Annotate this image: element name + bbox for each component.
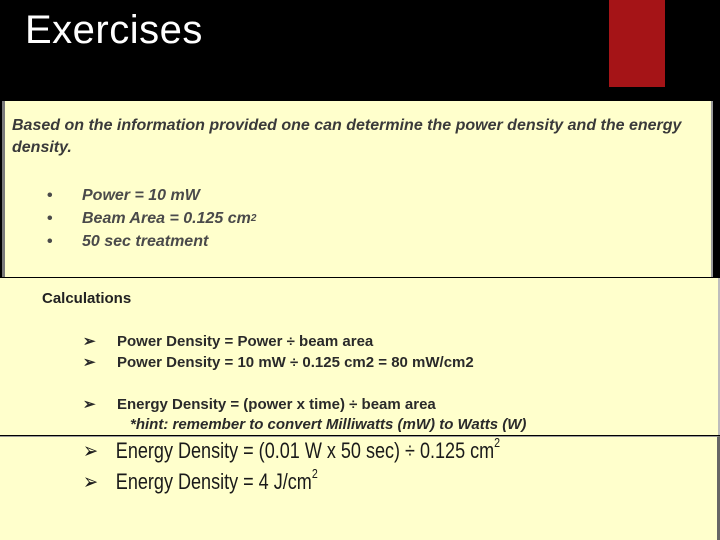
list-item [83, 353, 474, 371]
energy-density-calculation: Energy Density = (0.01 W x 50 sec) ÷ 0.125 cm [115, 438, 495, 463]
given-beam-area: Beam Area = 0.125 cm [82, 209, 251, 227]
slide-title: Exercises [25, 8, 203, 52]
list-item: • Beam Area = 0.125 cm 2 [47, 209, 257, 227]
energy-density-result: Energy Density = 4 J/cm [115, 469, 312, 494]
bullet-icon: • [47, 232, 53, 250]
arrow-bullet-icon: ➢ [83, 469, 99, 494]
power-density-formula: Power Density = Power ÷ beam area [117, 332, 374, 350]
calculations-heading: Calculations [42, 290, 132, 307]
list-item [47, 230, 256, 253]
list-item [83, 395, 436, 413]
list-item [83, 332, 373, 350]
arrow-bullet-icon: ➢ [83, 438, 99, 463]
list-item [47, 184, 256, 207]
list-item: ➢ Energy Density = (0.01 W x 50 sec) ÷ 0.125 cm $^2$ [83, 435, 501, 463]
energy-density-formula: Energy Density = (power x time) ÷ beam area [117, 395, 436, 413]
given-power: Power = 10 mW [82, 186, 200, 204]
given-values-list [47, 184, 256, 253]
given-treatment-time: 50 sec treatment [82, 232, 209, 250]
arrow-bullet-icon: ➢ [83, 396, 96, 413]
bullet-icon: • [47, 209, 53, 227]
power-density-calculation: Power Density = 10 mW ÷ 0.125 cm2 = 80 mW/cm2 [117, 353, 474, 371]
intro-text: Based on the information provided one can determine the power density and the energy density. [12, 117, 682, 156]
arrow-bullet-icon: ➢ [83, 354, 96, 371]
bullet-icon: • [47, 186, 53, 204]
arrow-bullet-icon: ➢ [83, 333, 96, 350]
conversion-hint: *hint: remember to convert Milliwatts (mW) to Watts (W) [130, 416, 527, 433]
list-item: ➢ Energy Density = 4 J/cm $^2$ [83, 466, 318, 494]
accent-bar [609, 0, 665, 87]
